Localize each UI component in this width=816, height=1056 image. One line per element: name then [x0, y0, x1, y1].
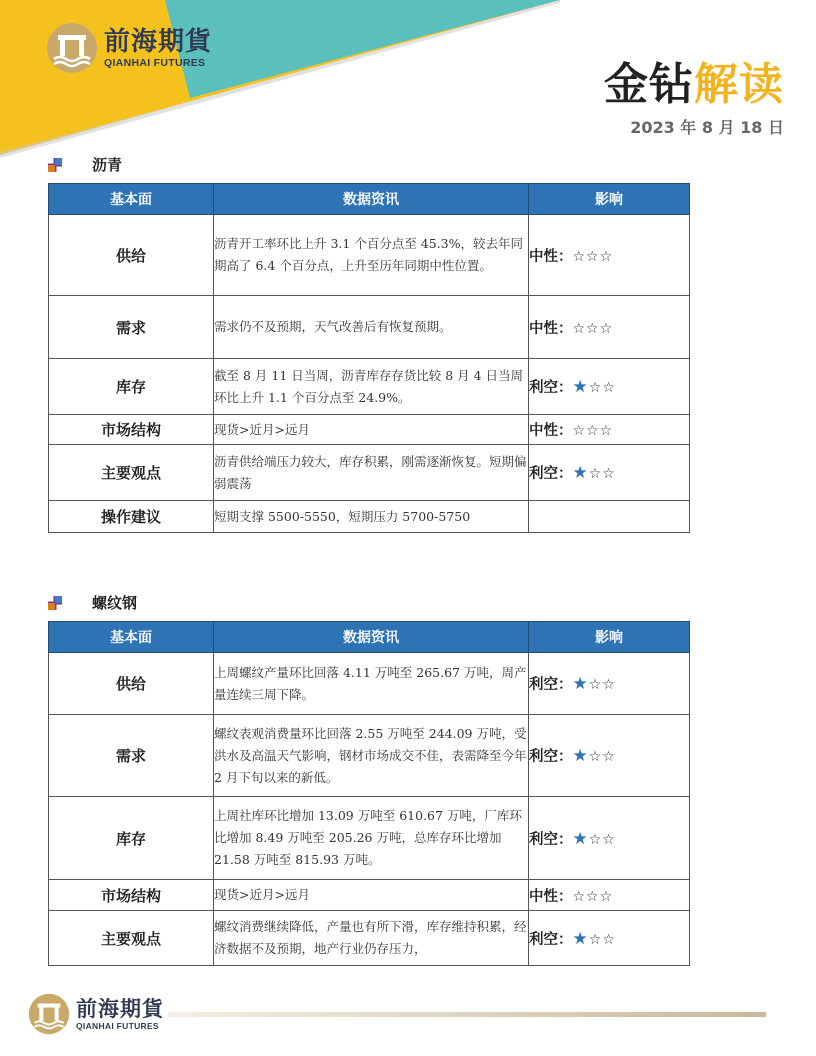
- row-category: 主要观点: [49, 445, 214, 501]
- row-category: 市场结构: [49, 415, 214, 445]
- rebar-table: [48, 621, 690, 966]
- star-rating-icon: [572, 674, 616, 694]
- header-data-info: 数据资讯: [214, 184, 529, 215]
- star-empty-icon: ☆☆: [588, 380, 616, 396]
- row-impact: [529, 501, 690, 533]
- row-impact: [529, 445, 690, 501]
- impact-label: 利空：: [529, 677, 573, 693]
- row-impact: [529, 296, 690, 359]
- table-header-row: [49, 622, 690, 653]
- star-rating-icon: [572, 746, 616, 766]
- header-fundamentals: 基本面: [49, 622, 214, 653]
- report-title-part2: 解读: [694, 59, 784, 110]
- row-info: 现货>近月>远月: [214, 415, 529, 445]
- qianhai-logo-icon: [46, 22, 98, 74]
- row-info: 沥青供给端压力较大，库存积累，刚需逐渐恢复。短期偏弱震荡: [214, 445, 529, 501]
- header-impact: 影响: [529, 184, 690, 215]
- star-empty-icon: ☆☆: [588, 466, 616, 482]
- star-rating-icon: ☆☆☆: [572, 423, 614, 439]
- star-empty-icon: ☆☆: [588, 831, 616, 848]
- row-info: 螺纹表观消费量环比回落 2.55 万吨至 244.09 万吨，受洪水及高温天气影响，钢材市场成交不佳，表需降至今年 2 月下旬以来的新低。: [214, 715, 529, 797]
- impact-label: 利空：: [529, 749, 573, 765]
- row-impact: [529, 215, 690, 296]
- row-category: 市场结构: [49, 880, 214, 911]
- row-impact: [529, 715, 690, 797]
- row-info: 现货>近月>远月: [214, 880, 529, 911]
- star-rating-icon: [572, 463, 616, 483]
- impact-label: 中性：: [529, 423, 573, 439]
- row-impact: [529, 415, 690, 445]
- star-rating-icon: ☆☆☆: [572, 248, 614, 265]
- impact-label: 利空：: [529, 831, 573, 848]
- table-row: [49, 880, 690, 911]
- star-filled-icon: ★: [572, 463, 589, 483]
- row-info: 上周螺纹产量环比回落 4.11 万吨至 265.67 万吨，周产量连续三周下降。: [214, 653, 529, 715]
- impact-label: 利空：: [529, 380, 573, 396]
- section-title: 沥青: [92, 156, 123, 174]
- qianhai-logo-icon: [28, 993, 70, 1035]
- header-impact: 影响: [529, 622, 690, 653]
- star-rating-icon: [572, 928, 616, 949]
- star-filled-icon: ★: [572, 828, 589, 849]
- row-info: 需求仍不及预期，天气改善后有恢复预期。: [214, 296, 529, 359]
- brand-name-en: QIANHAI FUTURES: [76, 1021, 159, 1031]
- asphalt-table: [48, 183, 690, 533]
- star-rating-icon: ☆☆☆: [572, 320, 614, 337]
- footer-divider: [168, 1012, 766, 1017]
- header-fundamentals: 基本面: [49, 184, 214, 215]
- star-empty-icon: ☆☆: [588, 931, 616, 948]
- row-impact: [529, 797, 690, 880]
- row-info: 沥青开工率环比上升 3.1 个百分点至 45.3%，较去年同期高了 6.4 个百分点，上升至历年同期中性位置。: [214, 215, 529, 296]
- row-info: 螺纹消费继续降低，产量也有所下滑，库存维持积累，经济数据不及预期，地产行业仍存压力，: [214, 911, 529, 966]
- header-teal-shape: [165, 0, 560, 98]
- star-filled-icon: ★: [572, 377, 589, 397]
- impact-label: 中性：: [529, 888, 573, 905]
- table-row: [49, 359, 690, 415]
- table-row: [49, 797, 690, 880]
- star-filled-icon: ★: [572, 746, 589, 766]
- table-row: [49, 215, 690, 296]
- row-category: 供给: [49, 215, 214, 296]
- row-category: 需求: [49, 715, 214, 797]
- section-bullet-icon: [48, 596, 62, 610]
- brand-name-cn: 前海期貨: [76, 996, 164, 1021]
- row-impact: [529, 359, 690, 415]
- brand-logo-footer: [28, 993, 164, 1035]
- row-category: 主要观点: [49, 911, 214, 966]
- star-empty-icon: ☆☆: [588, 677, 616, 693]
- table-row: [49, 415, 690, 445]
- table-row: [49, 653, 690, 715]
- table-row: [49, 715, 690, 797]
- row-info: 短期支撑 5500-5550，短期压力 5700-5750: [214, 501, 529, 533]
- impact-label: 利空：: [529, 931, 573, 948]
- row-category: 库存: [49, 797, 214, 880]
- star-rating-icon: [572, 828, 616, 849]
- impact-label: 利空：: [529, 466, 573, 482]
- report-title: [604, 48, 784, 112]
- table-row: [49, 911, 690, 966]
- row-impact: [529, 653, 690, 715]
- star-filled-icon: ★: [572, 928, 589, 949]
- brand-name-cn: 前海期貨: [104, 27, 213, 57]
- brand-name-en: QIANHAI FUTURES: [104, 57, 206, 69]
- row-info: 截至 8 月 11 日当周，沥青库存存货比较 8 月 4 日当周环比上升 1.1 个百分点至 24.9%。: [214, 359, 529, 415]
- brand-logo-header: [46, 22, 212, 74]
- header-data-info: 数据资讯: [214, 622, 529, 653]
- impact-label: 中性：: [529, 320, 573, 337]
- star-rating-icon: [572, 377, 616, 397]
- row-info: 上周社库环比增加 13.09 万吨至 610.67 万吨，厂库环比增加 8.49 万吨至 205.26 万吨，总库存环比增加 21.58 万吨至 815.93 万吨。: [214, 797, 529, 880]
- table-row: [49, 501, 690, 533]
- row-category: 供给: [49, 653, 214, 715]
- table-row: [49, 296, 690, 359]
- report-title-part1: 金钻: [604, 59, 694, 110]
- section-heading-asphalt: [48, 154, 122, 175]
- section-title: 螺纹钢: [92, 594, 138, 612]
- row-category: 操作建议: [49, 501, 214, 533]
- star-filled-icon: ★: [572, 674, 589, 694]
- row-category: 库存: [49, 359, 214, 415]
- row-impact: [529, 911, 690, 966]
- section-heading-rebar: [48, 592, 137, 613]
- report-date: 2023 年 8 月 18 日: [630, 118, 784, 137]
- row-impact: [529, 880, 690, 911]
- section-bullet-icon: [48, 158, 62, 172]
- table-header-row: [49, 184, 690, 215]
- star-empty-icon: ☆☆: [588, 749, 616, 765]
- impact-label: 中性：: [529, 248, 573, 265]
- row-category: 需求: [49, 296, 214, 359]
- table-row: [49, 445, 690, 501]
- star-rating-icon: ☆☆☆: [572, 888, 614, 905]
